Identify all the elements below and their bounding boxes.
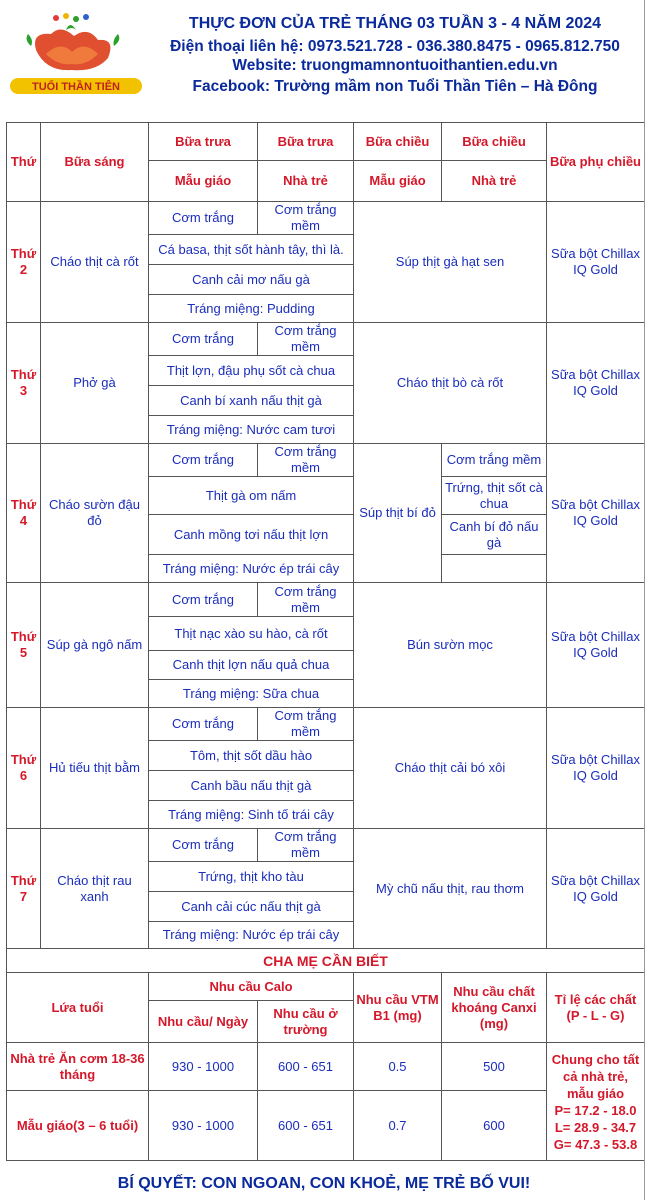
day-label: Thứ 2 — [7, 202, 41, 323]
header-mau-giao-2: Mẫu giáo — [354, 161, 442, 202]
lunch-soup: Canh cải cúc nấu thịt gà — [149, 892, 354, 922]
header-bua-trua-2: Bữa trưa — [258, 123, 354, 161]
calo-school-value: 600 - 651 — [258, 1043, 354, 1091]
afternoon-cell: Súp thịt gà hạt sen — [354, 202, 547, 323]
lunch-main: Thịt gà om nấm — [149, 477, 354, 515]
lunch-rice-mg: Cơm trắng — [149, 444, 258, 477]
ratio-l: L= 28.9 - 34.7 — [554, 1119, 637, 1135]
lunch-dessert: Tráng miệng: Sữa chua — [149, 680, 354, 708]
header-calo: Nhu cầu Calo — [149, 973, 354, 1001]
header-bua-chieu-2: Bữa chiều — [442, 123, 547, 161]
afternoon-nt-soup: Canh bí đỏ nấu gà — [442, 515, 547, 555]
afternoon-cell: Cháo thịt bò cà rốt — [354, 323, 547, 444]
lunch-main: Tôm, thịt sốt dầu hào — [149, 741, 354, 771]
lunch-dessert: Tráng miệng: Sinh tố trái cây — [149, 801, 354, 829]
header-age: Lứa tuổi — [7, 973, 149, 1043]
age-nha-tre: Nhà trẻ Ăn cơm 18-36 tháng — [7, 1043, 149, 1091]
header-mau-giao-1: Mẫu giáo — [149, 161, 258, 202]
breakfast-cell: Hủ tiếu thịt bằm — [41, 708, 149, 829]
afternoon-nt-main: Trứng, thịt sốt cà chua — [442, 477, 547, 515]
snack-cell: Sữa bột Chillax IQ Gold — [547, 202, 645, 323]
school-logo — [6, 10, 146, 100]
afternoon-cell: Bún sườn mọc — [354, 583, 547, 708]
breakfast-cell: Súp gà ngô nấm — [41, 583, 149, 708]
lunch-soup: Canh cải mơ nấu gà — [149, 265, 354, 295]
lunch-main: Thịt nạc xào su hào, cà rốt — [149, 617, 354, 651]
header-canxi: Nhu cầu chất khoáng Canxi (mg) — [442, 973, 547, 1043]
ratio-note: Chung cho tất cả nhà trẻ, mẫu giáo — [551, 1051, 640, 1101]
snack-cell: Sữa bột Chillax IQ Gold — [547, 708, 645, 829]
facebook-line: Facebook: Trường mầm non Tuổi Thần Tiên – Hà Đông — [192, 78, 598, 95]
afternoon-cell: Mỳ chũ nấu thịt, rau thơm — [354, 829, 547, 949]
afternoon-nt-rice: Cơm trắng mềm — [442, 444, 547, 477]
page-title: THỰC ĐƠN CỦA TRẺ THÁNG 03 TUẦN 3 - 4 NĂM 2024 — [188, 15, 602, 32]
snack-cell: Sữa bột Chillax IQ Gold — [547, 829, 645, 949]
lunch-soup: Canh bầu nấu thịt gà — [149, 771, 354, 801]
breakfast-cell: Cháo thịt rau xanh — [41, 829, 149, 949]
header-calo-day: Nhu cầu/ Ngày — [149, 1001, 258, 1043]
snack-cell: Sữa bột Chillax IQ Gold — [547, 323, 645, 444]
lunch-rice-nt: Cơm trắng mềm — [258, 708, 354, 741]
lunch-main: Cá basa, thịt sốt hành tây, thì là. — [149, 235, 354, 265]
breakfast-cell: Phở gà — [41, 323, 149, 444]
header-bua-trua-1: Bữa trưa — [149, 123, 258, 161]
calo-day-value: 930 - 1000 — [149, 1091, 258, 1161]
ratio-p: P= 17.2 - 18.0 — [554, 1102, 637, 1118]
lunch-dessert: Tráng miệng: Nước ép trái cây — [149, 922, 354, 949]
lunch-rice-nt: Cơm trắng mềm — [258, 444, 354, 477]
lunch-rice-mg: Cơm trắng — [149, 583, 258, 617]
lunch-rice-nt: Cơm trắng mềm — [258, 323, 354, 356]
footer-slogan: BÍ QUYẾT: CON NGOAN, CON KHOẺ, MẸ TRẺ BỐ VUI! — [117, 1175, 531, 1192]
afternoon-mg-cell: Súp thịt bí đỏ — [354, 444, 442, 583]
menu-table — [6, 122, 645, 1161]
page-edge-line — [644, 0, 645, 1200]
parents-section-title: CHA MẸ CẦN BIẾT — [7, 949, 645, 973]
lunch-rice-nt: Cơm trắng mềm — [258, 829, 354, 862]
breakfast-cell: Cháo thịt cà rốt — [41, 202, 149, 323]
logo-text: TUỔI THẦN TIÊN — [32, 81, 120, 93]
day-label: Thứ 5 — [7, 583, 41, 708]
header-vtm: Nhu cầu VTM B1 (mg) — [354, 973, 442, 1043]
lunch-soup: Canh thịt lợn nấu quả chua — [149, 651, 354, 680]
calo-day-value: 930 - 1000 — [149, 1043, 258, 1091]
calo-school-value: 600 - 651 — [258, 1091, 354, 1161]
website-line: Website: truongmamnontuoithantien.edu.vn — [232, 57, 558, 74]
vtm-value: 0.7 — [354, 1091, 442, 1161]
ratio-cell — [547, 1043, 645, 1161]
day-label: Thứ 7 — [7, 829, 41, 949]
header-nha-tre-2: Nhà trẻ — [442, 161, 547, 202]
lunch-dessert: Tráng miệng: Pudding — [149, 295, 354, 323]
phone-line: Điện thoại liên hệ: 0973.521.728 - 036.380.8475 - 0965.812.750 — [170, 38, 620, 55]
age-mau-giao: Mẫu giáo(3 – 6 tuổi) — [7, 1091, 149, 1161]
breakfast-cell: Cháo sườn đậu đỏ — [41, 444, 149, 583]
afternoon-cell: Cháo thịt cải bó xôi — [354, 708, 547, 829]
vtm-value: 0.5 — [354, 1043, 442, 1091]
lunch-dessert: Tráng miệng: Nước ép trái cây — [149, 555, 354, 583]
lunch-rice-mg: Cơm trắng — [149, 202, 258, 235]
lunch-soup: Canh bí xanh nấu thịt gà — [149, 386, 354, 416]
day-label: Thứ 3 — [7, 323, 41, 444]
header-thu: Thứ — [7, 123, 41, 202]
ratio-g: G= 47.3 - 53.8 — [553, 1136, 638, 1152]
lunch-rice-nt: Cơm trắng mềm — [258, 202, 354, 235]
lunch-rice-nt: Cơm trắng mềm — [258, 583, 354, 617]
lunch-rice-mg: Cơm trắng — [149, 829, 258, 862]
lunch-rice-mg: Cơm trắng — [149, 708, 258, 741]
lunch-soup: Canh mồng tơi nấu thịt lợn — [149, 515, 354, 555]
lunch-dessert: Tráng miệng: Nước cam tươi — [149, 416, 354, 444]
header-nha-tre-1: Nhà trẻ — [258, 161, 354, 202]
afternoon-nt-empty — [442, 555, 547, 583]
header-bua-sang: Bữa sáng — [41, 123, 149, 202]
lunch-rice-mg: Cơm trắng — [149, 323, 258, 356]
header-calo-school: Nhu cầu ở trường — [258, 1001, 354, 1043]
snack-cell: Sữa bột Chillax IQ Gold — [547, 583, 645, 708]
day-label: Thứ 4 — [7, 444, 41, 583]
header-bua-chieu-1: Bữa chiều — [354, 123, 442, 161]
header-ratio: Tỉ lệ các chất (P - L - G) — [547, 973, 645, 1043]
canxi-value: 600 — [442, 1091, 547, 1161]
snack-cell: Sữa bột Chillax IQ Gold — [547, 444, 645, 583]
lunch-main: Trứng, thịt kho tàu — [149, 862, 354, 892]
day-label: Thứ 6 — [7, 708, 41, 829]
canxi-value: 500 — [442, 1043, 547, 1091]
header-bua-phu: Bữa phụ chiều — [547, 123, 645, 202]
lunch-main: Thịt lợn, đậu phụ sốt cà chua — [149, 356, 354, 386]
